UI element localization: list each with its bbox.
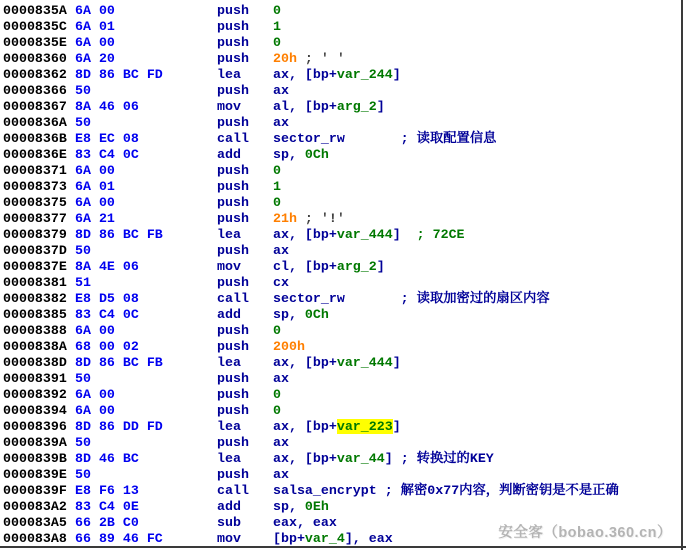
operands: [273, 195, 281, 211]
opcode-bytes: 83 C4 0E: [75, 499, 139, 514]
operands: [273, 115, 289, 131]
opcode-bytes: 83 C4 0C: [75, 307, 139, 322]
stack-var-token: var_444: [336, 355, 393, 370]
disasm-line[interactable]: [0, 467, 684, 483]
operands: [273, 51, 345, 67]
disasm-line[interactable]: [0, 51, 684, 67]
operand-token: eax, eax: [273, 515, 337, 530]
mnemonic: push: [217, 403, 249, 418]
address: 00008362: [3, 67, 67, 82]
disasm-line[interactable]: [0, 19, 684, 35]
stack-var-token: var_44: [336, 451, 385, 466]
opcode-bytes: 8D 86 BC FB: [75, 355, 163, 370]
disasm-line[interactable]: [0, 419, 684, 435]
operand-token: ax: [273, 435, 289, 450]
opcode-bytes: 6A 00: [75, 195, 115, 210]
address: 0000838A: [3, 339, 67, 354]
mnemonic: mov: [217, 99, 241, 114]
mnemonic: lea: [217, 419, 241, 434]
comment-text: ; 转换过的KEY: [392, 451, 494, 466]
opcode-bytes: 6A 00: [75, 3, 115, 18]
disasm-line[interactable]: [0, 195, 684, 211]
opcode-bytes: 6A 21: [75, 211, 115, 226]
operands: [273, 499, 329, 515]
opcode-bytes: 6A 00: [75, 387, 115, 402]
opcode-bytes: 6A 00: [75, 35, 115, 50]
opcode-bytes: 8D 86 BC FD: [75, 67, 163, 82]
opcode-bytes: 66 89 46 FC: [75, 531, 163, 546]
opcode-bytes: 50: [75, 243, 91, 258]
address: 00008366: [3, 83, 67, 98]
mnemonic: push: [217, 35, 249, 50]
operands: [273, 483, 619, 499]
opcode-bytes: 6A 00: [75, 403, 115, 418]
address: 0000835E: [3, 35, 67, 50]
address: 0000837E: [3, 259, 67, 274]
operand-token: ax: [273, 371, 289, 386]
operand-token: [bp+: [273, 531, 305, 546]
mnemonic: sub: [217, 515, 241, 530]
stack-var-token: var_4: [304, 531, 345, 546]
operand-token: ]: [376, 99, 385, 114]
operands: [273, 339, 305, 355]
operand-token: sp,: [273, 307, 305, 322]
operand-token: cl, [bp+: [273, 259, 337, 274]
operand-token: sp,: [273, 499, 305, 514]
opcode-bytes: 8A 46 06: [75, 99, 139, 114]
disasm-line[interactable]: [0, 323, 684, 339]
window-border-bottom: [0, 546, 686, 548]
opcode-bytes: 66 2B C0: [75, 515, 139, 530]
mnemonic: push: [217, 371, 249, 386]
operands: [273, 99, 385, 115]
operand-token: ax: [273, 243, 289, 258]
stack-var-token: 0: [273, 35, 281, 50]
address: 0000839B: [3, 451, 67, 466]
address: 0000835C: [3, 19, 67, 34]
operand-token: ax, [bp+: [273, 451, 337, 466]
operands: [273, 403, 281, 419]
mnemonic: push: [217, 323, 249, 338]
disasm-line[interactable]: [0, 83, 684, 99]
disasm-line[interactable]: [0, 211, 684, 227]
operand-token: ]: [384, 451, 393, 466]
comment-text: ; 读取加密过的扇区内容: [344, 291, 550, 306]
stack-var-token: arg_2: [336, 99, 377, 114]
mnemonic: call: [217, 483, 249, 498]
mnemonic: push: [217, 467, 249, 482]
mnemonic: push: [217, 275, 249, 290]
mnemonic: add: [217, 307, 241, 322]
operands: [273, 355, 401, 371]
stack-var-token: 0: [273, 387, 281, 402]
address: 00008396: [3, 419, 67, 434]
operand-token: ax, [bp+: [273, 355, 337, 370]
disasm-line[interactable]: [0, 179, 684, 195]
mnemonic: push: [217, 83, 249, 98]
mnemonic: mov: [217, 259, 241, 274]
operand-token: ], eax: [344, 531, 393, 546]
opcode-bytes: 8D 86 DD FD: [75, 419, 163, 434]
operand-token: ]: [392, 419, 401, 434]
immediate-token: 200h: [273, 339, 305, 354]
operand-token: ]: [376, 259, 385, 274]
disasm-line[interactable]: [0, 387, 684, 403]
operands: [273, 131, 496, 147]
disasm-line[interactable]: [0, 67, 684, 83]
disasm-line[interactable]: [0, 307, 684, 323]
address: 0000835A: [3, 3, 67, 18]
disasm-line[interactable]: [0, 115, 684, 131]
disasm-line[interactable]: [0, 99, 684, 115]
stack-var-token: 1: [273, 19, 281, 34]
address: 00008367: [3, 99, 67, 114]
operands: [273, 291, 550, 307]
window-border-right: [681, 0, 683, 550]
opcode-bytes: 51: [75, 275, 91, 290]
address: 0000839E: [3, 467, 67, 482]
operands: [273, 83, 289, 99]
operand-token: ]: [392, 227, 401, 242]
disasm-line[interactable]: [0, 499, 684, 515]
address: 00008391: [3, 371, 67, 386]
address: 000083A2: [3, 499, 67, 514]
mnemonic: push: [217, 195, 249, 210]
mnemonic: call: [217, 291, 249, 306]
immediate-token: 21h: [273, 211, 297, 226]
operand-token: ax, [bp+: [273, 419, 337, 434]
disasm-line[interactable]: [0, 435, 684, 451]
address: 000083A5: [3, 515, 67, 530]
stack-var-token: var_444: [336, 227, 393, 242]
mnemonic: push: [217, 179, 249, 194]
address: 00008385: [3, 307, 67, 322]
char-comment: ; '!': [296, 211, 345, 226]
opcode-bytes: 50: [75, 371, 91, 386]
operands: [273, 179, 281, 195]
disasm-line[interactable]: [0, 35, 684, 51]
disasm-line[interactable]: [0, 371, 684, 387]
opcode-bytes: 8D 46 BC: [75, 451, 139, 466]
opcode-bytes: 8D 86 BC FB: [75, 227, 163, 242]
disasm-line[interactable]: [0, 3, 684, 19]
address: 0000836B: [3, 131, 67, 146]
stack-var-token: 0: [273, 323, 281, 338]
opcode-bytes: E8 F6 13: [75, 483, 139, 498]
stack-var-token: 0Ch: [304, 307, 329, 322]
operands: [273, 371, 289, 387]
mnemonic: push: [217, 387, 249, 402]
operand-token: sector_rw: [273, 291, 345, 306]
opcode-bytes: 50: [75, 115, 91, 130]
mnemonic: push: [217, 211, 249, 226]
stack-var-token: ; 72CE: [400, 227, 465, 242]
opcode-bytes: 6A 00: [75, 163, 115, 178]
address: 00008381: [3, 275, 67, 290]
disasm-line[interactable]: [0, 243, 684, 259]
operands: [273, 307, 329, 323]
mnemonic: lea: [217, 67, 241, 82]
disasm-line[interactable]: [0, 451, 684, 467]
address: 00008379: [3, 227, 67, 242]
mnemonic: push: [217, 115, 249, 130]
opcode-bytes: 6A 20: [75, 51, 115, 66]
disasm-line[interactable]: [0, 403, 684, 419]
mnemonic: mov: [217, 531, 241, 546]
operands: [273, 531, 393, 547]
stack-var-token: 0: [273, 195, 281, 210]
operand-token: al, [bp+: [273, 99, 337, 114]
operands: [273, 435, 289, 451]
operand-token: ]: [392, 67, 401, 82]
address: 0000837D: [3, 243, 67, 258]
char-comment: ; ' ': [296, 51, 345, 66]
immediate-token: 20h: [273, 51, 297, 66]
stack-var-token: 0: [273, 3, 281, 18]
comment-text: ; 读取配置信息: [344, 131, 497, 146]
operands: [273, 387, 281, 403]
operands: [273, 259, 385, 275]
disasm-line[interactable]: [0, 275, 684, 291]
operands: [273, 419, 401, 435]
operand-token: ax: [273, 115, 289, 130]
operands: [273, 515, 337, 531]
address: 0000839F: [3, 483, 67, 498]
stack-var-token: 0: [273, 163, 281, 178]
opcode-bytes: 50: [75, 467, 91, 482]
operands: [273, 67, 401, 83]
opcode-bytes: E8 EC 08: [75, 131, 139, 146]
opcode-bytes: 6A 00: [75, 323, 115, 338]
stack-var-token: 0Ch: [304, 147, 329, 162]
address: 00008371: [3, 163, 67, 178]
operand-token: sp,: [273, 147, 305, 162]
disasm-line[interactable]: [0, 163, 684, 179]
operand-token: ax: [273, 467, 289, 482]
disasm-line[interactable]: [0, 339, 684, 355]
operands: [273, 3, 281, 19]
mnemonic: lea: [217, 355, 241, 370]
operand-token: ax, [bp+: [273, 227, 337, 242]
comment-text: ; 解密0x77内容，判断密钥是不是正确: [376, 483, 619, 498]
operand-token: ax, [bp+: [273, 67, 337, 82]
operands: [273, 35, 281, 51]
opcode-bytes: 8A 4E 06: [75, 259, 139, 274]
opcode-bytes: 68 00 02: [75, 339, 139, 354]
mnemonic: add: [217, 499, 241, 514]
mnemonic: push: [217, 243, 249, 258]
mnemonic: lea: [217, 227, 241, 242]
mnemonic: call: [217, 131, 249, 146]
opcode-bytes: 50: [75, 435, 91, 450]
disasm-line[interactable]: [0, 483, 684, 499]
address: 00008382: [3, 291, 67, 306]
operand-token: salsa_encrypt: [273, 483, 377, 498]
mnemonic: push: [217, 3, 249, 18]
opcode-bytes: E8 D5 08: [75, 291, 139, 306]
address: 0000836A: [3, 115, 67, 130]
operand-token: sector_rw: [273, 131, 345, 146]
mnemonic: add: [217, 147, 241, 162]
stack-var-token: 0: [273, 403, 281, 418]
opcode-bytes: 6A 01: [75, 179, 115, 194]
address: 0000836E: [3, 147, 67, 162]
disasm-line[interactable]: [0, 227, 684, 243]
stack-var-token: 0Eh: [304, 499, 329, 514]
address: 00008373: [3, 179, 67, 194]
operands: [273, 243, 289, 259]
operands: [273, 211, 345, 227]
operands: [273, 147, 329, 163]
address: 00008388: [3, 323, 67, 338]
address: 000083A8: [3, 531, 67, 546]
operand-token: ax: [273, 83, 289, 98]
opcode-bytes: 6A 01: [75, 19, 115, 34]
highlighted-var: var_223: [336, 419, 393, 434]
mnemonic: push: [217, 339, 249, 354]
address: 00008392: [3, 387, 67, 402]
address: 00008394: [3, 403, 67, 418]
address: 00008377: [3, 211, 67, 226]
operands: [273, 451, 494, 467]
mnemonic: push: [217, 51, 249, 66]
address: 00008360: [3, 51, 67, 66]
operand-token: cx: [273, 275, 289, 290]
address: 0000838D: [3, 355, 67, 370]
disasm-line[interactable]: [0, 291, 684, 307]
opcode-bytes: 50: [75, 83, 91, 98]
mnemonic: push: [217, 435, 249, 450]
opcode-bytes: 83 C4 0C: [75, 147, 139, 162]
mnemonic: push: [217, 19, 249, 34]
address: 00008375: [3, 195, 67, 210]
operand-token: ]: [392, 355, 401, 370]
disasm-line[interactable]: [0, 147, 684, 163]
stack-var-token: var_244: [336, 67, 393, 82]
disasm-line[interactable]: [0, 259, 684, 275]
address: 0000839A: [3, 435, 67, 450]
mnemonic: push: [217, 163, 249, 178]
disasm-line[interactable]: [0, 355, 684, 371]
watermark: 安全客（bobao.360.cn）: [498, 525, 672, 541]
operands: [273, 227, 465, 243]
operands: [273, 323, 281, 339]
operands: [273, 467, 289, 483]
mnemonic: lea: [217, 451, 241, 466]
operands: [273, 19, 281, 35]
disasm-line[interactable]: [0, 131, 684, 147]
stack-var-token: 1: [273, 179, 281, 194]
operands: [273, 163, 281, 179]
operands: [273, 275, 289, 291]
stack-var-token: arg_2: [336, 259, 377, 274]
